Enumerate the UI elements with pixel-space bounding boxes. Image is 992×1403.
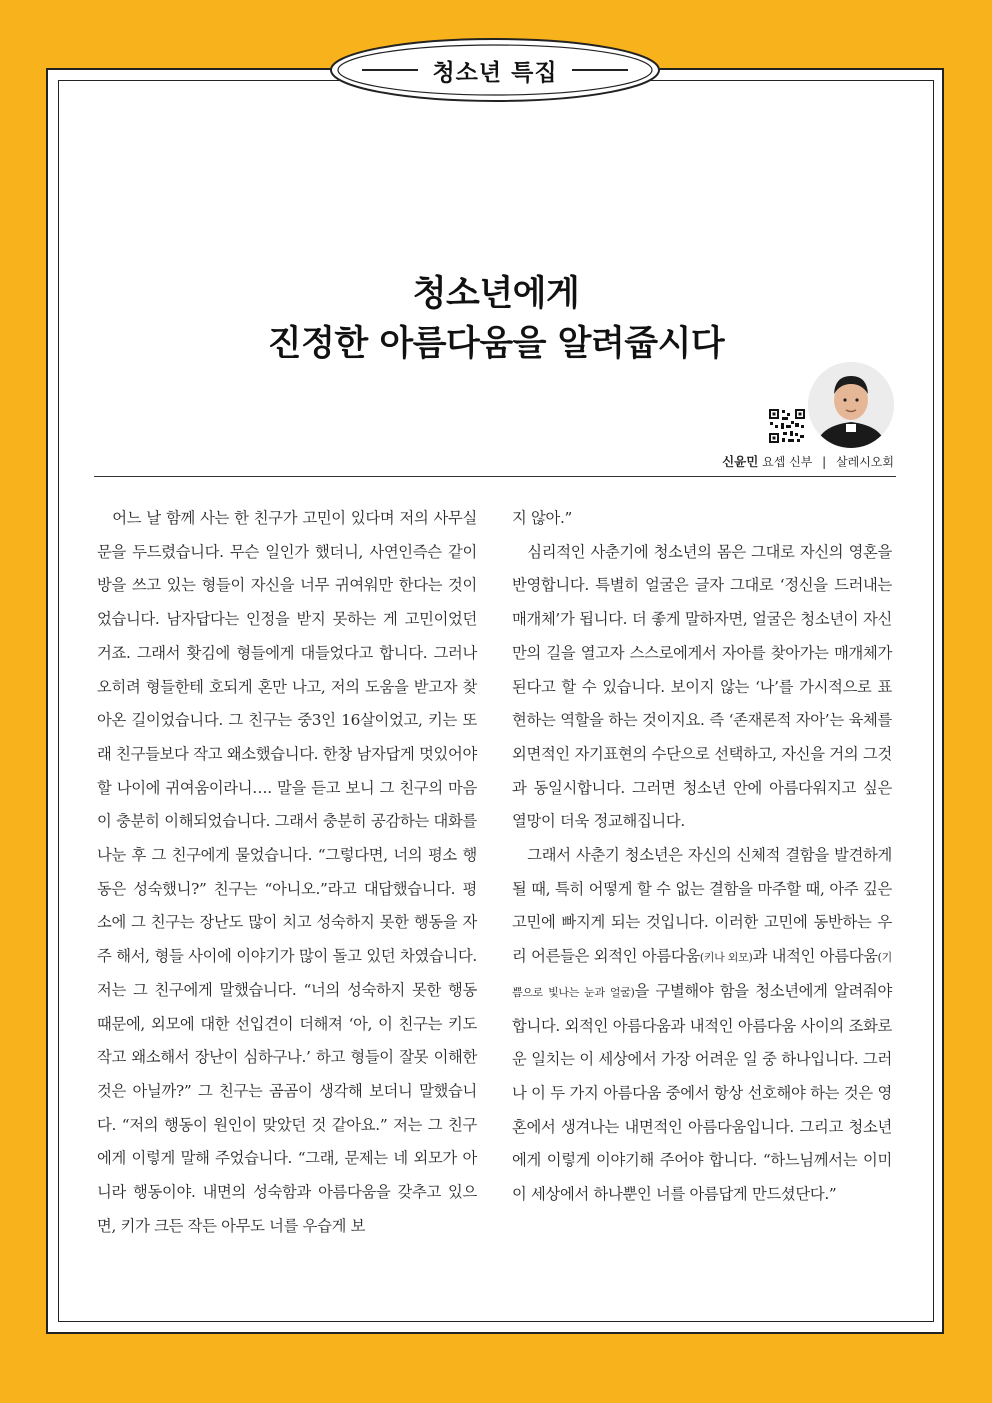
paragraph-continuation: 지 않아.” bbox=[512, 509, 573, 527]
paragraph bbox=[512, 839, 892, 1212]
paragraph: 심리적인 사춘기에 청소년의 몸은 그대로 자신의 영혼을 반영합니다. 특별히 얼굴은 글자 그대로 ‘정신을 드러내는 매개체’가 됩니다. 더 좋게 말하자면, 얼굴은 청소년이 자신만의 길을 열고자 스스로에게서 자아를 찾아가는 매개체가 된다고 할 수 있습니다. 보이지 않는 ‘나’를 가시적으로 표현하는 역할을 하는 것이지요. 즉 ‘존재론적 자아’는 육체를 외면적인 자기표현의 수단으로 선택하고, 자신을 거의 그것과 동일시합니다. 그러면 청소년 안에 아름다워지고 싶은 열망이 더욱 정교해집니다. bbox=[512, 542, 892, 831]
header-rule bbox=[94, 476, 896, 477]
paragraph-text: 그래서 사춘기 청소년은 자신의 신체적 결함을 발견하게 될 때, 특히 어떻게 할 수 없는 결함을 마주할 때, 아주 깊은 고민에 빠지게 되는 것입니다. 이러한 고민에 동반하는 우리 어른들은 외적인 아름다움 bbox=[512, 846, 892, 966]
author-organization: 살레시오회 bbox=[836, 455, 894, 469]
paragraph-text: 과 내적인 아름다움 bbox=[752, 947, 878, 966]
body-column-right bbox=[512, 502, 892, 1212]
inline-note: (키나 외모) bbox=[699, 951, 753, 965]
author-photo bbox=[808, 362, 894, 448]
article-title-line2: 진정한 아름다움을 알려줍시다 bbox=[267, 324, 725, 364]
author-role: 요셉 신부 bbox=[762, 455, 813, 469]
author-name: 신윤민 bbox=[722, 454, 759, 469]
body-column-left bbox=[97, 502, 477, 1243]
qr-code-icon[interactable] bbox=[768, 408, 806, 444]
section-label: 청소년 특집 bbox=[420, 54, 569, 87]
paragraph: 어느 날 함께 사는 한 친구가 고민이 있다며 저의 사무실 문을 두드렸습니다. 무슨 일인가 했더니, 사연인즉슨 같이 방을 쓰고 있는 형들이 자신을 너무 귀여워만 한다는 것이었습니다. 남자답다는 인정을 받지 못하는 게 고민이었던 거죠. 그래서 홧김에 형들에게 대들었다고 합니다. 그러나 오히려 형들한테 호되게 혼만 나고, 저의 도움을 받고자 찾아온 길이었습니다. 그 친구는 중3인 16살이었고, 키는 또래 친구들보다 작고 왜소했습니다. 한창 남자답게 멋있어야 할 나이에 귀여움이라니…. 말을 듣고 보니 그 친구의 마음이 충분히 이해되었습니다. 그래서 충분히 공감하는 대화를 나눈 후 그 친구에게 물었습니다. “그렇다면, 너의 평소 행동은 성숙했니?” 친구는 “아니오.”라고 대답했습니다. 평소에 그 친구는 장난도 많이 치고 성숙하지 못한 행동을 자주 해서, 형들 사이에 이야기가 많이 돌고 있던 차였습니다. 저는 그 친구에게 말했습니다. “너의 성숙하지 못한 행동 때문에, 외모에 대한 선입견이 더해져 ‘아, 이 친구는 키도 작고 왜소해서 장난이 심하구나.’ 하고 형들이 잘못 이해한 것은 아닐까?” 그 친구는 곰곰이 생각해 보더니 말했습니다. “저의 행동이 원인이 맞았던 것 같아요.” 저는 그 친구에게 이렇게 말해 주었습니다. “그래, 문제는 네 외모가 아니라 행동이야. 내면의 성숙함과 아름다움을 갖추고 있으면, 키가 크든 작든 아무도 너를 우습게 보 bbox=[97, 509, 477, 1235]
section-badge bbox=[328, 36, 662, 104]
author-line bbox=[722, 452, 894, 470]
article-title-line1: 청소년에게 bbox=[412, 274, 580, 314]
author-separator: | bbox=[822, 455, 827, 469]
inline-note: (기쁨으로 빛나는 눈과 얼굴) bbox=[512, 951, 892, 999]
paragraph-text: 을 구별해야 함을 청소년에게 알려줘야 합니다. 외적인 아름다움과 내적인 아름다움 사이의 조화로운 일치는 이 세상에서 가장 어려운 일 중 하나입니다. 그러나 이 두 가지 아름다움 중에서 항상 선호해야 하는 것은 영혼에서 생겨나는 내면적인 아름다움입니다. 그리고 청소년에게 이렇게 이야기해 주어야 합니다. “하느님께서는 이미 이 세상에서 하나뿐인 너를 아름답게 만드셨단다.” bbox=[512, 981, 892, 1204]
